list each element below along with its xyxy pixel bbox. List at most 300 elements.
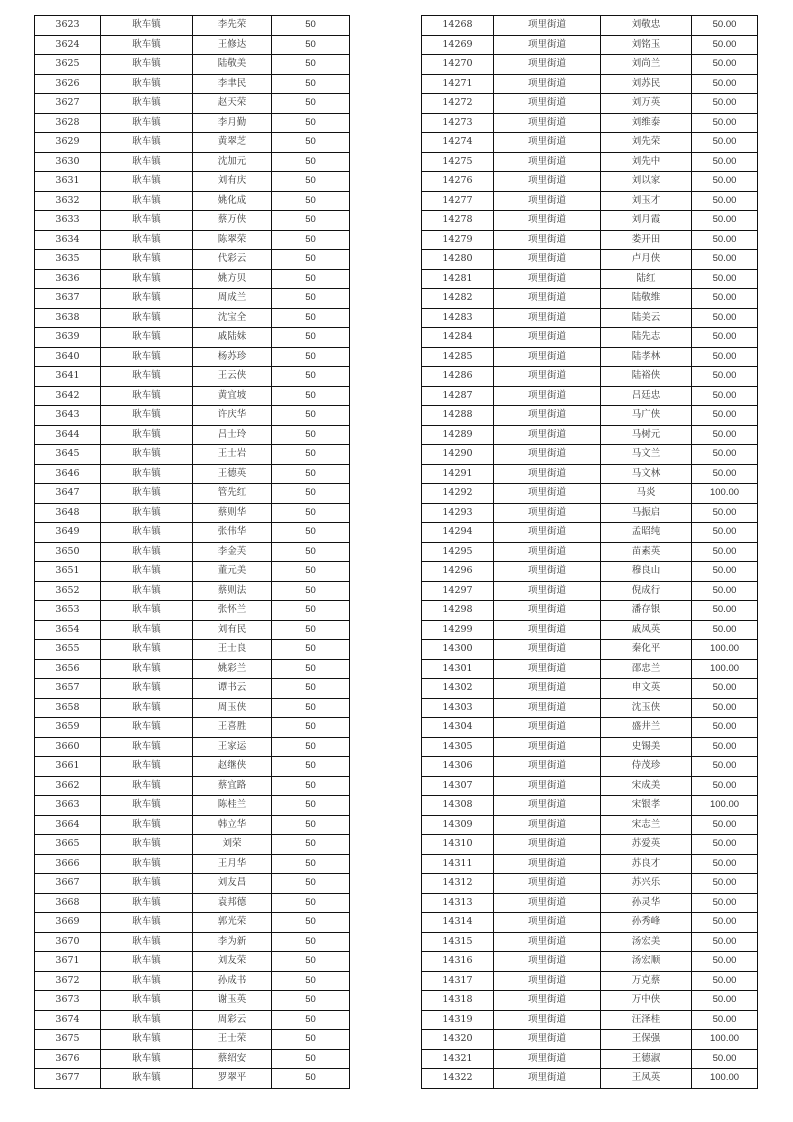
amount-cell: 50 [272, 55, 350, 75]
amount-cell: 50 [272, 835, 350, 855]
town-cell: 项里街道 [494, 620, 601, 640]
name-cell: 赵继侠 [193, 757, 272, 777]
table-row [422, 211, 758, 231]
amount-cell: 50 [272, 191, 350, 211]
town-cell: 项里街道 [494, 581, 601, 601]
name-cell: 陈翠荣 [193, 230, 272, 250]
row-id-cell: 14285 [422, 347, 494, 367]
table-row [35, 386, 350, 406]
table-row [422, 113, 758, 133]
row-id-cell: 14283 [422, 308, 494, 328]
name-cell: 苗素英 [601, 542, 692, 562]
name-cell: 王士岩 [193, 445, 272, 465]
table-row [35, 1030, 350, 1050]
name-cell: 沈玉侠 [601, 698, 692, 718]
row-id-cell: 14290 [422, 445, 494, 465]
row-id-cell: 14277 [422, 191, 494, 211]
town-cell: 项里街道 [494, 796, 601, 816]
row-id-cell: 3630 [35, 152, 101, 172]
name-cell: 刘有庆 [193, 172, 272, 192]
name-cell: 蔡则法 [193, 581, 272, 601]
table-row [422, 542, 758, 562]
amount-cell: 50.00 [692, 503, 758, 523]
name-cell: 万中侠 [601, 991, 692, 1011]
amount-cell: 100.00 [692, 484, 758, 504]
town-cell: 项里街道 [494, 269, 601, 289]
name-cell: 马文兰 [601, 445, 692, 465]
table-row [35, 94, 350, 114]
table-row [35, 133, 350, 153]
row-id-cell: 14293 [422, 503, 494, 523]
name-cell: 王云侠 [193, 367, 272, 387]
row-id-cell: 3641 [35, 367, 101, 387]
table-row [35, 113, 350, 133]
town-cell: 项里街道 [494, 328, 601, 348]
town-cell: 耿车镇 [101, 308, 193, 328]
table-row [35, 289, 350, 309]
row-id-cell: 14308 [422, 796, 494, 816]
town-cell: 项里街道 [494, 874, 601, 894]
row-id-cell: 3676 [35, 1049, 101, 1069]
name-cell: 宋志兰 [601, 815, 692, 835]
name-cell: 马广侠 [601, 406, 692, 426]
amount-cell: 50 [272, 133, 350, 153]
table-row [422, 250, 758, 270]
amount-cell: 50 [272, 718, 350, 738]
table-row [35, 523, 350, 543]
table-row [35, 718, 350, 738]
table-row [422, 757, 758, 777]
row-id-cell: 14268 [422, 16, 494, 36]
amount-cell: 50.00 [692, 952, 758, 972]
table-row [35, 425, 350, 445]
town-cell: 耿车镇 [101, 464, 193, 484]
town-cell: 耿车镇 [101, 835, 193, 855]
town-cell: 耿车镇 [101, 874, 193, 894]
row-id-cell: 14299 [422, 620, 494, 640]
table-row [35, 191, 350, 211]
row-id-cell: 3664 [35, 815, 101, 835]
name-cell: 王修达 [193, 35, 272, 55]
table-row [422, 776, 758, 796]
row-id-cell: 3677 [35, 1069, 101, 1089]
town-cell: 项里街道 [494, 542, 601, 562]
town-cell: 耿车镇 [101, 542, 193, 562]
town-cell: 耿车镇 [101, 679, 193, 699]
town-cell: 耿车镇 [101, 35, 193, 55]
table-row [35, 815, 350, 835]
amount-cell: 50.00 [692, 211, 758, 231]
name-cell: 王士良 [193, 640, 272, 660]
amount-cell: 50.00 [692, 386, 758, 406]
row-id-cell: 14322 [422, 1069, 494, 1089]
row-id-cell: 14301 [422, 659, 494, 679]
town-cell: 项里街道 [494, 854, 601, 874]
town-cell: 项里街道 [494, 347, 601, 367]
town-cell: 项里街道 [494, 386, 601, 406]
name-cell: 吕士玲 [193, 425, 272, 445]
table-row [422, 815, 758, 835]
table-row [35, 991, 350, 1011]
table-row [35, 503, 350, 523]
amount-cell: 50.00 [692, 94, 758, 114]
amount-cell: 50 [272, 776, 350, 796]
amount-cell: 50.00 [692, 971, 758, 991]
name-cell: 陆孝林 [601, 347, 692, 367]
amount-cell: 50.00 [692, 367, 758, 387]
row-id-cell: 3629 [35, 133, 101, 153]
table-row [35, 698, 350, 718]
row-id-cell: 14282 [422, 289, 494, 309]
amount-cell: 50.00 [692, 35, 758, 55]
name-cell: 王凤英 [601, 1069, 692, 1089]
town-cell: 项里街道 [494, 211, 601, 231]
amount-cell: 50 [272, 932, 350, 952]
amount-cell: 50 [272, 35, 350, 55]
row-id-cell: 3646 [35, 464, 101, 484]
table-row [35, 347, 350, 367]
row-id-cell: 3673 [35, 991, 101, 1011]
amount-cell: 50.00 [692, 328, 758, 348]
amount-cell: 50 [272, 464, 350, 484]
row-id-cell: 3658 [35, 698, 101, 718]
town-cell: 项里街道 [494, 152, 601, 172]
name-cell: 王德淑 [601, 1049, 692, 1069]
name-cell: 张怀兰 [193, 601, 272, 621]
name-cell: 刘苏民 [601, 74, 692, 94]
row-id-cell: 14287 [422, 386, 494, 406]
table-row [422, 835, 758, 855]
name-cell: 蔡宜路 [193, 776, 272, 796]
name-cell: 孙秀峰 [601, 913, 692, 933]
row-id-cell: 14309 [422, 815, 494, 835]
table-row [35, 581, 350, 601]
name-cell: 沈加元 [193, 152, 272, 172]
name-cell: 陈桂兰 [193, 796, 272, 816]
amount-cell: 50.00 [692, 932, 758, 952]
amount-cell: 50.00 [692, 718, 758, 738]
row-id-cell: 3649 [35, 523, 101, 543]
town-cell: 项里街道 [494, 230, 601, 250]
amount-cell: 50 [272, 679, 350, 699]
name-cell: 姚化成 [193, 191, 272, 211]
amount-cell: 50.00 [692, 347, 758, 367]
table-row [422, 698, 758, 718]
table-row [35, 367, 350, 387]
name-cell: 刘友荣 [193, 952, 272, 972]
row-id-cell: 3633 [35, 211, 101, 231]
table-row [35, 445, 350, 465]
amount-cell: 50 [272, 581, 350, 601]
name-cell: 王德英 [193, 464, 272, 484]
town-cell: 项里街道 [494, 16, 601, 36]
name-cell: 马振启 [601, 503, 692, 523]
town-cell: 耿车镇 [101, 659, 193, 679]
row-id-cell: 3639 [35, 328, 101, 348]
town-cell: 耿车镇 [101, 425, 193, 445]
amount-cell: 100.00 [692, 659, 758, 679]
town-cell: 耿车镇 [101, 757, 193, 777]
table-row [35, 406, 350, 426]
town-cell: 项里街道 [494, 679, 601, 699]
amount-cell: 50 [272, 328, 350, 348]
amount-cell: 50 [272, 796, 350, 816]
row-id-cell: 3670 [35, 932, 101, 952]
row-id-cell: 3624 [35, 35, 101, 55]
amount-cell: 50 [272, 913, 350, 933]
row-id-cell: 3656 [35, 659, 101, 679]
row-id-cell: 14280 [422, 250, 494, 270]
name-cell: 王保强 [601, 1030, 692, 1050]
amount-cell: 50.00 [692, 542, 758, 562]
amount-cell: 50 [272, 1010, 350, 1030]
amount-cell: 50 [272, 1069, 350, 1089]
table-row [422, 503, 758, 523]
town-cell: 项里街道 [494, 484, 601, 504]
name-cell: 代彩云 [193, 250, 272, 270]
name-cell: 刘月霞 [601, 211, 692, 231]
row-id-cell: 14292 [422, 484, 494, 504]
amount-cell: 100.00 [692, 796, 758, 816]
amount-cell: 50.00 [692, 269, 758, 289]
row-id-cell: 3650 [35, 542, 101, 562]
name-cell: 蔡绍安 [193, 1049, 272, 1069]
table-row [35, 16, 350, 36]
amount-cell: 50.00 [692, 113, 758, 133]
amount-cell: 50.00 [692, 581, 758, 601]
row-id-cell: 3660 [35, 737, 101, 757]
table-row [422, 172, 758, 192]
amount-cell: 50 [272, 74, 350, 94]
name-cell: 姚彩兰 [193, 659, 272, 679]
town-cell: 耿车镇 [101, 172, 193, 192]
town-cell: 项里街道 [494, 952, 601, 972]
row-id-cell: 3653 [35, 601, 101, 621]
row-id-cell: 3651 [35, 562, 101, 582]
row-id-cell: 3635 [35, 250, 101, 270]
row-id-cell: 3648 [35, 503, 101, 523]
amount-cell: 50.00 [692, 230, 758, 250]
row-id-cell: 3634 [35, 230, 101, 250]
table-row [35, 1010, 350, 1030]
amount-cell: 50 [272, 1049, 350, 1069]
row-id-cell: 14298 [422, 601, 494, 621]
amount-cell: 50 [272, 659, 350, 679]
town-cell: 项里街道 [494, 191, 601, 211]
table-row [422, 16, 758, 36]
name-cell: 宋银孝 [601, 796, 692, 816]
amount-cell: 50.00 [692, 191, 758, 211]
amount-cell: 50 [272, 523, 350, 543]
amount-cell: 50.00 [692, 55, 758, 75]
name-cell: 罗翠平 [193, 1069, 272, 1089]
town-cell: 项里街道 [494, 562, 601, 582]
row-id-cell: 3654 [35, 620, 101, 640]
table-row [35, 776, 350, 796]
table-row [422, 718, 758, 738]
table-row [35, 601, 350, 621]
row-id-cell: 3636 [35, 269, 101, 289]
amount-cell: 50.00 [692, 679, 758, 699]
town-cell: 项里街道 [494, 698, 601, 718]
table-row [35, 874, 350, 894]
name-cell: 袁邦德 [193, 893, 272, 913]
name-cell: 陆敬美 [193, 55, 272, 75]
town-cell: 项里街道 [494, 464, 601, 484]
town-cell: 耿车镇 [101, 991, 193, 1011]
table-row [422, 952, 758, 972]
town-cell: 耿车镇 [101, 94, 193, 114]
town-cell: 耿车镇 [101, 1030, 193, 1050]
name-cell: 卢月侠 [601, 250, 692, 270]
table-row [422, 679, 758, 699]
table-row [422, 659, 758, 679]
row-id-cell: 3642 [35, 386, 101, 406]
name-cell: 谢玉英 [193, 991, 272, 1011]
name-cell: 刘维泰 [601, 113, 692, 133]
table-row [422, 289, 758, 309]
town-cell: 项里街道 [494, 640, 601, 660]
amount-cell: 50 [272, 874, 350, 894]
table-row [35, 328, 350, 348]
town-cell: 项里街道 [494, 523, 601, 543]
row-id-cell: 14270 [422, 55, 494, 75]
name-cell: 娄开田 [601, 230, 692, 250]
name-cell: 沈宝全 [193, 308, 272, 328]
amount-cell: 50 [272, 230, 350, 250]
name-cell: 管先红 [193, 484, 272, 504]
town-cell: 耿车镇 [101, 640, 193, 660]
town-cell: 项里街道 [494, 445, 601, 465]
table-row [35, 542, 350, 562]
row-id-cell: 3675 [35, 1030, 101, 1050]
amount-cell: 50 [272, 620, 350, 640]
table-row [35, 562, 350, 582]
name-cell: 刘以家 [601, 172, 692, 192]
name-cell: 刘友昌 [193, 874, 272, 894]
name-cell: 王家运 [193, 737, 272, 757]
row-id-cell: 3637 [35, 289, 101, 309]
row-id-cell: 3626 [35, 74, 101, 94]
row-id-cell: 3655 [35, 640, 101, 660]
row-id-cell: 3652 [35, 581, 101, 601]
amount-cell: 50 [272, 113, 350, 133]
town-cell: 项里街道 [494, 406, 601, 426]
row-id-cell: 14269 [422, 35, 494, 55]
amount-cell: 50.00 [692, 250, 758, 270]
name-cell: 潘存银 [601, 601, 692, 621]
amount-cell: 100.00 [692, 640, 758, 660]
table-row [35, 1049, 350, 1069]
left-table [34, 15, 350, 1089]
row-id-cell: 14318 [422, 991, 494, 1011]
town-cell: 耿车镇 [101, 484, 193, 504]
table-row [422, 484, 758, 504]
name-cell: 李聿民 [193, 74, 272, 94]
amount-cell: 50 [272, 503, 350, 523]
row-id-cell: 14306 [422, 757, 494, 777]
left-table-body [35, 16, 350, 1089]
amount-cell: 50 [272, 815, 350, 835]
town-cell: 耿车镇 [101, 503, 193, 523]
name-cell: 苏良才 [601, 854, 692, 874]
row-id-cell: 14317 [422, 971, 494, 991]
amount-cell: 50 [272, 757, 350, 777]
town-cell: 项里街道 [494, 776, 601, 796]
name-cell: 周成兰 [193, 289, 272, 309]
name-cell: 陆红 [601, 269, 692, 289]
name-cell: 刘玉才 [601, 191, 692, 211]
name-cell: 赵天荣 [193, 94, 272, 114]
table-row [422, 971, 758, 991]
name-cell: 陆敬维 [601, 289, 692, 309]
town-cell: 耿车镇 [101, 562, 193, 582]
name-cell: 刘铭玉 [601, 35, 692, 55]
table-row [422, 893, 758, 913]
table-row [35, 35, 350, 55]
town-cell: 项里街道 [494, 1010, 601, 1030]
town-cell: 耿车镇 [101, 328, 193, 348]
table-row [422, 133, 758, 153]
town-cell: 耿车镇 [101, 737, 193, 757]
table-row [422, 35, 758, 55]
amount-cell: 50.00 [692, 835, 758, 855]
table-row [35, 757, 350, 777]
town-cell: 耿车镇 [101, 16, 193, 36]
row-id-cell: 3628 [35, 113, 101, 133]
name-cell: 杨苏珍 [193, 347, 272, 367]
town-cell: 项里街道 [494, 133, 601, 153]
name-cell: 刘尚兰 [601, 55, 692, 75]
amount-cell: 50 [272, 250, 350, 270]
name-cell: 李金芙 [193, 542, 272, 562]
amount-cell: 50.00 [692, 776, 758, 796]
amount-cell: 100.00 [692, 1069, 758, 1089]
table-row [422, 445, 758, 465]
table-row [35, 620, 350, 640]
table-row [35, 172, 350, 192]
row-id-cell: 3632 [35, 191, 101, 211]
name-cell: 戚凤英 [601, 620, 692, 640]
town-cell: 项里街道 [494, 893, 601, 913]
row-id-cell: 14272 [422, 94, 494, 114]
name-cell: 黄翠芝 [193, 133, 272, 153]
row-id-cell: 3643 [35, 406, 101, 426]
row-id-cell: 14271 [422, 74, 494, 94]
town-cell: 耿车镇 [101, 1049, 193, 1069]
name-cell: 孟昭纯 [601, 523, 692, 543]
town-cell: 耿车镇 [101, 55, 193, 75]
town-cell: 耿车镇 [101, 893, 193, 913]
town-cell: 耿车镇 [101, 581, 193, 601]
row-id-cell: 14312 [422, 874, 494, 894]
town-cell: 耿车镇 [101, 854, 193, 874]
town-cell: 耿车镇 [101, 152, 193, 172]
row-id-cell: 14291 [422, 464, 494, 484]
amount-cell: 50 [272, 854, 350, 874]
name-cell: 刘先中 [601, 152, 692, 172]
town-cell: 耿车镇 [101, 386, 193, 406]
table-row [35, 932, 350, 952]
name-cell: 刘万英 [601, 94, 692, 114]
table-row [422, 640, 758, 660]
table-row [422, 191, 758, 211]
name-cell: 周彩云 [193, 1010, 272, 1030]
name-cell: 李为新 [193, 932, 272, 952]
row-id-cell: 14304 [422, 718, 494, 738]
amount-cell: 50.00 [692, 854, 758, 874]
name-cell: 吕廷忠 [601, 386, 692, 406]
